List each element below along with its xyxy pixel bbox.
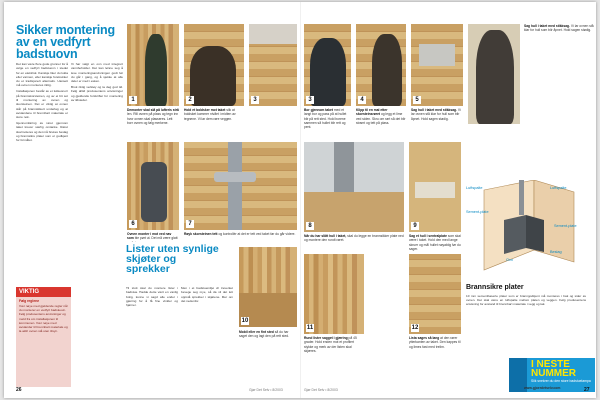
- step-number: 11: [306, 325, 314, 331]
- viktig-subheading: Følg reglene: [19, 299, 40, 303]
- photo-caption: Røyk skorsteinen tett og kontrollér at det er tett ved taket før du går videre.: [184, 232, 296, 236]
- brannsikre-heading: Brannsikre plater: [466, 284, 524, 291]
- viktig-text: Vær nøye med gjeldende regler når du monterer en vedfyrt badstuovn. Følg produsentens anvisninger og meld fra om installasjonen til kommunen. Vær nøye med avstander til brennbart materiale og la aldri ovnen stå uten tilsyn.: [19, 304, 68, 334]
- oven-diagram-graphic: [464, 180, 584, 278]
- diagram-label: Beslag: [550, 250, 562, 254]
- step-photo: [304, 254, 364, 334]
- promo-heading: I NESTE NUMMER: [531, 359, 576, 379]
- step-photo: [304, 24, 351, 106]
- step-photo: [127, 142, 179, 230]
- lister-heading: Lister uten synlige skjøter og sprekker: [126, 243, 219, 275]
- step-photo: [239, 247, 297, 327]
- article-headline: Sikker montering av en vedfyrt badstuovn: [16, 23, 115, 61]
- photo-caption: Rund lister sagget i gjæring på 45 grader. Hold enden mot et profilert stykke og merk av der listen skal skjæres.: [304, 336, 357, 353]
- step-photo: [127, 24, 179, 106]
- viktig-heading: VIKTIG: [16, 287, 71, 297]
- right-page-number: 27: [584, 387, 590, 393]
- step-photo: [409, 254, 461, 334]
- step-number: 10: [241, 318, 249, 324]
- photo-caption: Sag hull i taket med stikksag. Vi lar ovnen stå klar for hull som blir åpnet. Hold sagen stødig.: [524, 24, 594, 33]
- step-number: 7: [186, 220, 194, 228]
- step-number: 8: [306, 222, 314, 230]
- photo-caption: Klipp til en mal etter skorsteinsrøret og legg et lime ved siden. Skru om rørt så det blir stramt og tett på plass.: [356, 108, 406, 125]
- photo-caption: Når du har slått hull i taket, skal du legge en brannsikker plate ned og montere den rundt røret.: [304, 234, 404, 243]
- magazine-spread: [4, 2, 596, 398]
- photo-caption: Lista sages så lang at den rører ytterkanten av taket. Den kappes til og limes fast med trelim.: [409, 336, 461, 349]
- step-photo: [304, 142, 404, 232]
- step-number: 4: [358, 96, 366, 104]
- step-number: 12: [411, 325, 419, 331]
- site-url[interactable]: www.gjoerdetselv.com: [524, 386, 561, 390]
- photo-caption: Sag et hull i sentralplate som skal være i taket. Hold den med lange skruer og mål hullet nøyaktig før du sager.: [409, 234, 461, 251]
- right-footer: Gjør Det Selv • 8/2003: [304, 388, 338, 392]
- step-number: 9: [411, 222, 419, 230]
- body-paragraph: Gjennomføring av røret gjennom taket krever særlig omtanke. Røret skal isoleres og det må brukes beslag og brannsikre plater som er godkjent for formålet.: [16, 121, 68, 143]
- page-gutter: [300, 2, 301, 398]
- step-photo: [249, 24, 297, 106]
- promo-text: Slik snekrer du den store badstuelampa: [531, 379, 591, 383]
- step-number: 3: [251, 96, 259, 104]
- lister-column-2: [181, 286, 233, 386]
- left-footer: Gjør Det Selv • 8/2003: [249, 388, 283, 392]
- left-page-number: 26: [16, 387, 22, 393]
- step-photo: [356, 24, 406, 106]
- photo-caption: Demonter skal slå på lufteris strå len. Rill ovnen på plass og tegn inn hvor ovnen skal plasseres. Lett borr ovnen og følg merkene.: [127, 108, 179, 125]
- viktig-box: [16, 287, 71, 387]
- body-paragraph: Det kan være flere gode grunner for å velge en vedfyrt badstuovn i stedet for en elektrisk. Kanskje liker du lukta eller varmen, eller kanskje foretrekker du et tradisjonelt alternativ. Uansett må ovnen monteres riktig.: [16, 62, 68, 88]
- step-number: 1: [129, 96, 137, 104]
- step-photo: [468, 24, 520, 124]
- diagram-label: Luftspalte: [466, 186, 483, 190]
- lister-paragraph: Men i et badstuemiljø vil treverket bevege seg mye, så da vil det lett oppstå sprekker i skjøtene. Mer om det nedenfor.: [181, 286, 233, 303]
- diagram-label: Sement-plate: [554, 224, 577, 228]
- step-photo: [411, 24, 463, 106]
- diagram-label: Ovn: [506, 258, 513, 262]
- body-paragraph: Vi har valgt en ovn med integrert vannbeholder. Det kan lønne seg å lese monteringsanvisningen godt før du går i gang, og å sjekke at alle deler er med i esken.: [71, 62, 123, 84]
- step-number: 6: [129, 220, 137, 228]
- photo-caption: Bor gjennom taket med et langt bor og pass på at hullet blir på rett sted. Hold borene sammen så hullet blir rett og pent.: [304, 108, 347, 130]
- oven-diagram: [464, 180, 584, 278]
- diagram-label: Luftspalte: [550, 186, 567, 190]
- step-photo: [409, 142, 461, 232]
- body-paragraph: Installasjonen består av et lukkesnorr på brannskorsteinen, og av ei bit sot til montering av ovnen og skorsteinen. Det er viktig at ovnen står på brannsikkert underlag og at avstandene til brennbart materiale er store nok.: [16, 89, 68, 120]
- body-column-2: [71, 62, 123, 330]
- diagram-label: Sement-plate: [466, 210, 489, 214]
- body-paragraph: Bruk riktig verktøy og ta deg god tid. Følg alltid produsentens anvisninger og gjeldende forskrifter for montering av ildsteder.: [71, 85, 123, 102]
- step-number: 2: [186, 96, 194, 104]
- step-photo: [184, 24, 244, 106]
- step-photo: [184, 142, 297, 230]
- photo-caption: Mobil eller en fint sted så du har saget den og lagt den på rett sted.: [239, 330, 290, 339]
- photo-caption: Ovnen monter i mot ved nav som ble pørt ut. Det må være glatt: [127, 232, 178, 241]
- step-number: 5: [413, 96, 421, 104]
- lister-column-1: [126, 286, 178, 386]
- photo-caption: Hold et boldsker mot taket slik at boldsket kommer nivået i midten av tegnene. Vi lar dem røre veggen.: [184, 108, 236, 121]
- step-number: 3: [306, 96, 314, 104]
- lister-paragraph: Til slutt skal du montere lister i badstua. Hadde dette vært en vanlig bolig, kunne vi sagd alle ender i gjæring for å få fine vinkler og hjørner.: [126, 286, 178, 308]
- photo-caption: Sag hull i taket med stikksag. Vi lar ovnen stå klar for hull som blir åpnet. Hold sagen stødig.: [411, 108, 461, 121]
- brannsikre-text: 10 mm sementbaserte plater som er branngodkjent må monteres i bak og sider av ovnen. Det skal være en luftspalte mellom platen og veggen. Følg produsentens anvisning for avstand til brennbart materiale i vegg og tak.: [466, 294, 586, 307]
